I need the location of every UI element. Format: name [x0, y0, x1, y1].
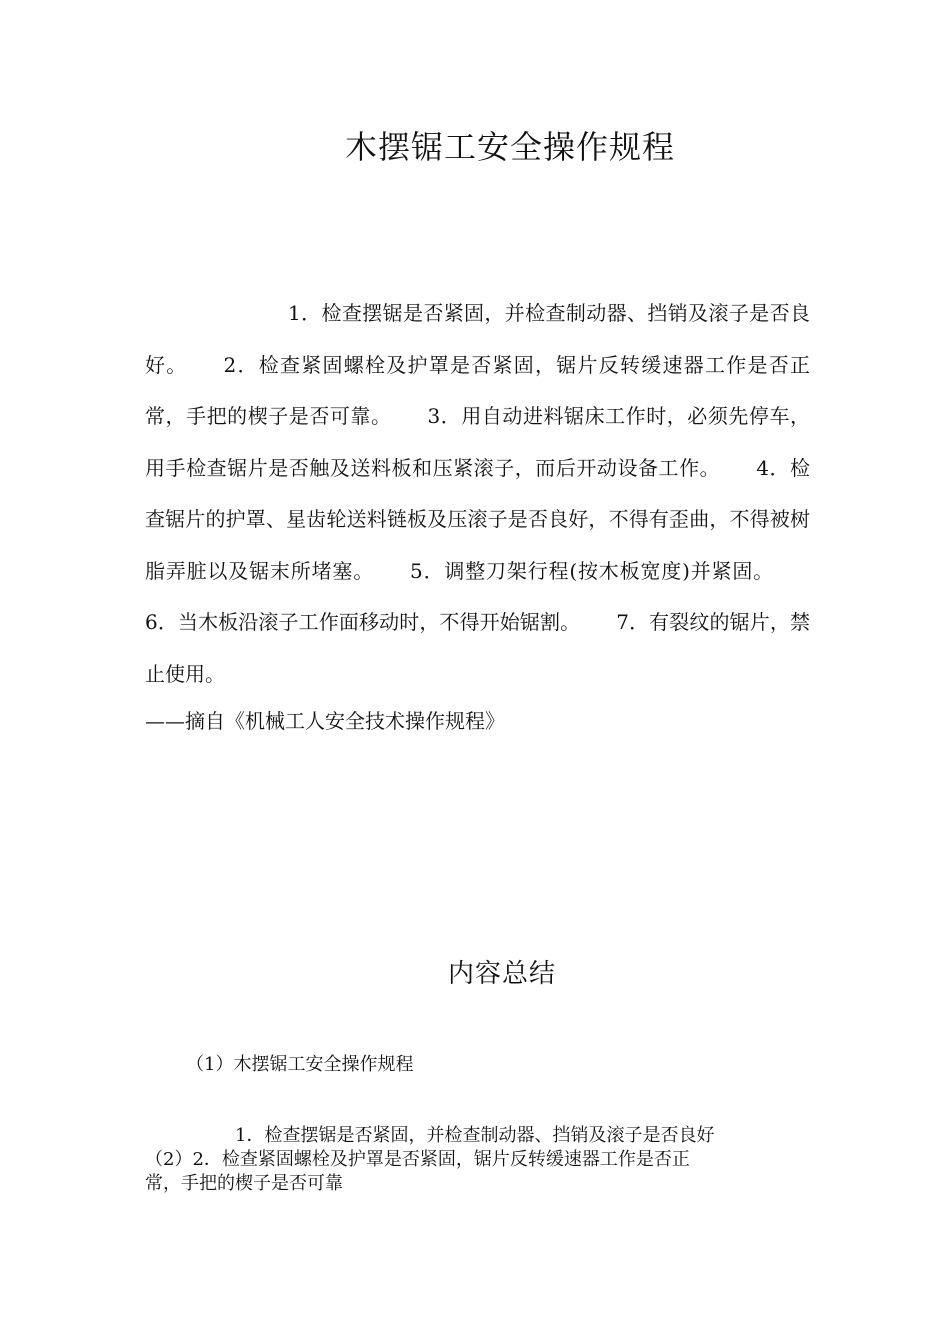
rule-5: 5．调整刀架行程(按木板宽度)并紧固。 — [410, 558, 774, 583]
source-citation: ——摘自《机械工人安全技术操作规程》 — [145, 709, 505, 733]
rule-2: 2．检查紧固螺栓及护罩是否紧固，锯片反转缓速器工作是否正常，手把的楔子是否可靠。 — [145, 352, 811, 428]
page-title: 木摆锯工安全操作规程 — [344, 128, 675, 166]
summary-item-2-line-3: 常，手把的楔子是否可靠 — [145, 1173, 343, 1194]
summary-item-2-line-1: 1．检查摆锯是否紧固，并检查制动器、挡销及滚子是否良好 — [235, 1125, 715, 1146]
rule-1: 1．检查摆锯是否紧固，并检查制动器、挡销及滚子是否良好。 — [145, 301, 810, 377]
rule-7: 7．有裂纹的锯片，禁止使用。 — [145, 610, 810, 686]
summary-item-1: （1）木摆锯工安全操作规程 — [186, 1054, 414, 1075]
body-paragraph — [145, 288, 810, 700]
summary-item-2-line-2: （2）2．检查紧固螺栓及护罩是否紧固，锯片反转缓速器工作是否正 — [145, 1149, 690, 1170]
rule-6: 6．当木板沿滚子工作面移动时，不得开始锯割。 — [145, 610, 581, 634]
rule-4: 4．检查锯片的护罩、星齿轮送料链板及压滚子是否良好，不得有歪曲，不得被树脂弄脏以及锯末所堵塞。 — [145, 455, 810, 583]
summary-item-2 — [145, 1124, 795, 1196]
summary-heading: 内容总结 — [448, 959, 557, 989]
rule-3: 3．用自动进料锯床工作时，必须先停车，用手检查锯片是否触及送料板和压紧滚子，而后开动设备工作。 — [145, 404, 810, 480]
